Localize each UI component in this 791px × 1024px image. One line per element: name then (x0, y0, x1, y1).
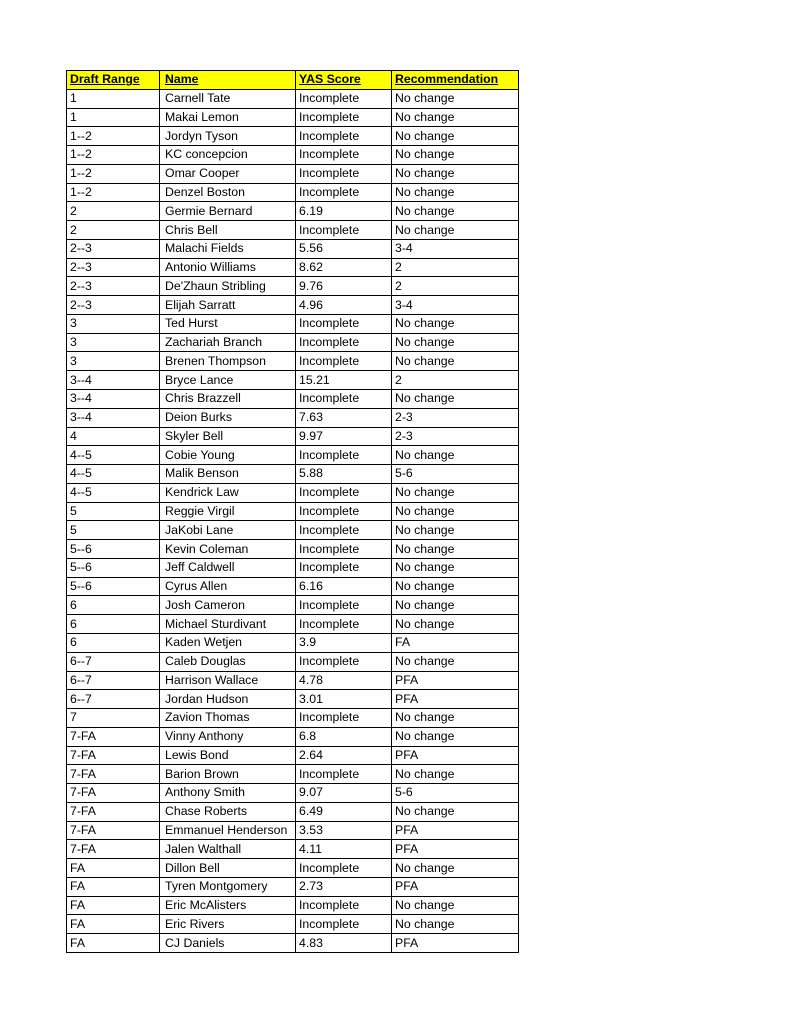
draft-range-cell: 4--5 (67, 483, 160, 502)
recommendation-cell: No change (392, 333, 519, 352)
yas-score-cell: Incomplete (296, 352, 392, 371)
recommendation-cell: No change (392, 859, 519, 878)
yas-score-cell: 3.01 (296, 690, 392, 709)
table-row (67, 465, 519, 484)
yas-score-cell: 4.83 (296, 934, 392, 953)
name-cell: Barion Brown (160, 765, 296, 784)
recommendation-cell: PFA (392, 746, 519, 765)
yas-score-cell: Incomplete (296, 596, 392, 615)
draft-range-cell: 3 (67, 314, 160, 333)
yas-score-cell: 9.76 (296, 277, 392, 296)
table-row (67, 859, 519, 878)
recommendation-cell: PFA (392, 934, 519, 953)
recommendation-cell: No change (392, 615, 519, 634)
yas-score-cell: Incomplete (296, 521, 392, 540)
table-row (67, 821, 519, 840)
table-row (67, 390, 519, 409)
draft-range-cell: 3 (67, 352, 160, 371)
table-row (67, 239, 519, 258)
table-row (67, 483, 519, 502)
header-draft-range: Draft Range (67, 71, 160, 90)
yas-score-cell: 4.11 (296, 840, 392, 859)
name-cell: Eric McAlisters (160, 896, 296, 915)
name-cell: Cobie Young (160, 446, 296, 465)
name-cell: Omar Cooper (160, 164, 296, 183)
recommendation-cell: 3-4 (392, 239, 519, 258)
yas-score-cell: Incomplete (296, 164, 392, 183)
draft-range-cell: 4--5 (67, 465, 160, 484)
name-cell: Elijah Sarratt (160, 296, 296, 315)
table-row (67, 784, 519, 803)
draft-range-cell: 7-FA (67, 821, 160, 840)
recommendation-cell: 5-6 (392, 784, 519, 803)
yas-score-cell: 4.96 (296, 296, 392, 315)
yas-score-cell: Incomplete (296, 183, 392, 202)
name-cell: Bryce Lance (160, 371, 296, 390)
recommendation-cell: FA (392, 633, 519, 652)
name-cell: Malachi Fields (160, 239, 296, 258)
recommendation-cell: PFA (392, 690, 519, 709)
yas-score-cell: 9.97 (296, 427, 392, 446)
draft-range-cell: 1--2 (67, 146, 160, 165)
table-row (67, 877, 519, 896)
yas-score-cell: 6.49 (296, 802, 392, 821)
table-row (67, 896, 519, 915)
recommendation-cell: No change (392, 540, 519, 559)
table-row (67, 709, 519, 728)
name-cell: Chase Roberts (160, 802, 296, 821)
name-cell: Michael Sturdivant (160, 615, 296, 634)
recommendation-cell: No change (392, 596, 519, 615)
table-row (67, 108, 519, 127)
recommendation-cell: No change (392, 915, 519, 934)
draft-range-cell: FA (67, 934, 160, 953)
yas-score-cell: Incomplete (296, 765, 392, 784)
recommendation-cell: No change (392, 652, 519, 671)
name-cell: Antonio Williams (160, 258, 296, 277)
table-row (67, 202, 519, 221)
yas-score-cell: Incomplete (296, 652, 392, 671)
name-cell: Caleb Douglas (160, 652, 296, 671)
table-row (67, 164, 519, 183)
yas-score-cell: 6.16 (296, 577, 392, 596)
recommendation-cell: No change (392, 108, 519, 127)
table-row (67, 352, 519, 371)
table-row (67, 802, 519, 821)
draft-range-cell: 6--7 (67, 671, 160, 690)
yas-score-cell: 6.8 (296, 727, 392, 746)
table-row (67, 333, 519, 352)
draft-range-cell: 7-FA (67, 784, 160, 803)
yas-score-cell: Incomplete (296, 127, 392, 146)
recommendation-cell: No change (392, 521, 519, 540)
yas-score-cell: Incomplete (296, 859, 392, 878)
draft-range-cell: 3--4 (67, 371, 160, 390)
name-cell: Reggie Virgil (160, 502, 296, 521)
yas-score-cell: Incomplete (296, 896, 392, 915)
recommendation-cell: PFA (392, 877, 519, 896)
table-row (67, 558, 519, 577)
name-cell: Zachariah Branch (160, 333, 296, 352)
draft-range-cell: 2 (67, 221, 160, 240)
table-row (67, 446, 519, 465)
name-cell: Kevin Coleman (160, 540, 296, 559)
yas-score-cell: 2.73 (296, 877, 392, 896)
draft-range-cell: 4--5 (67, 446, 160, 465)
yas-score-cell: Incomplete (296, 146, 392, 165)
draft-range-cell: 5--6 (67, 558, 160, 577)
name-cell: Skyler Bell (160, 427, 296, 446)
recommendation-cell: No change (392, 89, 519, 108)
yas-score-cell: 3.53 (296, 821, 392, 840)
table-row (67, 540, 519, 559)
draft-range-cell: 7-FA (67, 765, 160, 784)
draft-range-cell: 3 (67, 333, 160, 352)
yas-score-cell: 6.19 (296, 202, 392, 221)
yas-score-cell: Incomplete (296, 615, 392, 634)
name-cell: CJ Daniels (160, 934, 296, 953)
recommendation-cell: 2-3 (392, 427, 519, 446)
name-cell: Zavion Thomas (160, 709, 296, 728)
table-row (67, 934, 519, 953)
draft-range-cell: 1--2 (67, 127, 160, 146)
recommendation-cell: No change (392, 765, 519, 784)
name-cell: Tyren Montgomery (160, 877, 296, 896)
draft-range-cell: 5 (67, 502, 160, 521)
name-cell: Malik Benson (160, 465, 296, 484)
draft-range-cell: 2--3 (67, 277, 160, 296)
recommendation-cell: No change (392, 896, 519, 915)
name-cell: Eric Rivers (160, 915, 296, 934)
draft-range-cell: 6 (67, 615, 160, 634)
recommendation-cell: No change (392, 221, 519, 240)
table-row (67, 502, 519, 521)
draft-range-cell: 5--6 (67, 577, 160, 596)
yas-score-cell: Incomplete (296, 558, 392, 577)
yas-score-cell: 8.62 (296, 258, 392, 277)
recommendation-cell: No change (392, 502, 519, 521)
table-row (67, 427, 519, 446)
name-cell: Makai Lemon (160, 108, 296, 127)
draft-range-cell: 2--3 (67, 258, 160, 277)
recommendation-cell: 2-3 (392, 408, 519, 427)
yas-score-cell: Incomplete (296, 709, 392, 728)
recommendation-cell: No change (392, 314, 519, 333)
name-cell: KC concepcion (160, 146, 296, 165)
recommendation-cell: No change (392, 483, 519, 502)
name-cell: Jordyn Tyson (160, 127, 296, 146)
yas-score-cell: Incomplete (296, 314, 392, 333)
yas-score-cell: 3.9 (296, 633, 392, 652)
yas-score-cell: Incomplete (296, 390, 392, 409)
table-row (67, 183, 519, 202)
yas-score-cell: 15.21 (296, 371, 392, 390)
name-cell: Carnell Tate (160, 89, 296, 108)
name-cell: Emmanuel Henderson (160, 821, 296, 840)
header-yas-score: YAS Score (296, 71, 392, 90)
recommendation-cell: 2 (392, 258, 519, 277)
draft-range-cell: 7-FA (67, 802, 160, 821)
table-row (67, 615, 519, 634)
yas-score-cell: 9.07 (296, 784, 392, 803)
yas-score-cell: 2.64 (296, 746, 392, 765)
table-row (67, 221, 519, 240)
table-row (67, 765, 519, 784)
draft-range-cell: 6--7 (67, 690, 160, 709)
table-row (67, 671, 519, 690)
name-cell: Denzel Boston (160, 183, 296, 202)
table-row (67, 371, 519, 390)
recommendation-cell: No change (392, 577, 519, 596)
recommendation-cell: No change (392, 202, 519, 221)
draft-range-cell: 3--4 (67, 408, 160, 427)
recommendation-cell: No change (392, 352, 519, 371)
table-row (67, 840, 519, 859)
name-cell: Cyrus Allen (160, 577, 296, 596)
name-cell: Lewis Bond (160, 746, 296, 765)
name-cell: Josh Cameron (160, 596, 296, 615)
yas-score-cell: Incomplete (296, 446, 392, 465)
draft-range-cell: 6 (67, 596, 160, 615)
yas-score-cell: Incomplete (296, 483, 392, 502)
table-row (67, 690, 519, 709)
name-cell: Kendrick Law (160, 483, 296, 502)
table-row (67, 296, 519, 315)
table-row (67, 146, 519, 165)
name-cell: Ted Hurst (160, 314, 296, 333)
header-recommendation: Recommendation (392, 71, 519, 90)
yas-score-cell: Incomplete (296, 221, 392, 240)
name-cell: Vinny Anthony (160, 727, 296, 746)
yas-score-cell: Incomplete (296, 89, 392, 108)
draft-range-cell: 2--3 (67, 239, 160, 258)
draft-range-cell: 1 (67, 89, 160, 108)
draft-range-cell: FA (67, 877, 160, 896)
table-row (67, 577, 519, 596)
yas-score-cell: Incomplete (296, 333, 392, 352)
draft-range-cell: 7-FA (67, 727, 160, 746)
name-cell: Jordan Hudson (160, 690, 296, 709)
table-row (67, 408, 519, 427)
name-cell: Jalen Walthall (160, 840, 296, 859)
yas-score-cell: 4.78 (296, 671, 392, 690)
name-cell: Brenen Thompson (160, 352, 296, 371)
recommendation-cell: 5-6 (392, 465, 519, 484)
table-header (67, 71, 519, 90)
recommendation-cell: No change (392, 183, 519, 202)
recommendation-cell: No change (392, 727, 519, 746)
draft-range-cell: 6--7 (67, 652, 160, 671)
recommendation-cell: 2 (392, 277, 519, 296)
name-cell: Chris Bell (160, 221, 296, 240)
draft-range-cell: 2 (67, 202, 160, 221)
table-row (67, 258, 519, 277)
recommendation-cell: No change (392, 709, 519, 728)
name-cell: JaKobi Lane (160, 521, 296, 540)
recommendation-cell: No change (392, 146, 519, 165)
table-row (67, 127, 519, 146)
name-cell: Deion Burks (160, 408, 296, 427)
table-row (67, 746, 519, 765)
draft-range-cell: 7 (67, 709, 160, 728)
draft-range-cell: FA (67, 915, 160, 934)
name-cell: De'Zhaun Stribling (160, 277, 296, 296)
name-cell: Jeff Caldwell (160, 558, 296, 577)
yas-score-cell: 5.56 (296, 239, 392, 258)
draft-table (66, 70, 519, 953)
name-cell: Chris Brazzell (160, 390, 296, 409)
draft-range-cell: 1--2 (67, 183, 160, 202)
recommendation-cell: No change (392, 802, 519, 821)
table-row (67, 314, 519, 333)
draft-range-cell: 1 (67, 108, 160, 127)
name-cell: Anthony Smith (160, 784, 296, 803)
recommendation-cell: PFA (392, 840, 519, 859)
draft-range-cell: 6 (67, 633, 160, 652)
yas-score-cell: 5.88 (296, 465, 392, 484)
table-row (67, 915, 519, 934)
draft-range-cell: 1--2 (67, 164, 160, 183)
draft-range-cell: 4 (67, 427, 160, 446)
draft-range-cell: 3--4 (67, 390, 160, 409)
yas-score-cell: Incomplete (296, 915, 392, 934)
name-cell: Kaden Wetjen (160, 633, 296, 652)
draft-range-cell: FA (67, 896, 160, 915)
name-cell: Harrison Wallace (160, 671, 296, 690)
recommendation-cell: PFA (392, 821, 519, 840)
name-cell: Dillon Bell (160, 859, 296, 878)
draft-range-cell: 7-FA (67, 746, 160, 765)
recommendation-cell: 2 (392, 371, 519, 390)
table-row (67, 727, 519, 746)
yas-score-cell: Incomplete (296, 502, 392, 521)
recommendation-cell: PFA (392, 671, 519, 690)
header-row (67, 71, 519, 90)
recommendation-cell: No change (392, 164, 519, 183)
header-name: Name (160, 71, 296, 90)
table-body (67, 89, 519, 952)
recommendation-cell: No change (392, 558, 519, 577)
recommendation-cell: 3-4 (392, 296, 519, 315)
table-row (67, 89, 519, 108)
recommendation-cell: No change (392, 446, 519, 465)
draft-range-cell: 2--3 (67, 296, 160, 315)
recommendation-cell: No change (392, 390, 519, 409)
draft-range-cell: FA (67, 859, 160, 878)
table-row (67, 521, 519, 540)
recommendation-cell: No change (392, 127, 519, 146)
yas-score-cell: Incomplete (296, 108, 392, 127)
name-cell: Germie Bernard (160, 202, 296, 221)
table-row (67, 277, 519, 296)
yas-score-cell: 7.63 (296, 408, 392, 427)
table-row (67, 596, 519, 615)
draft-range-cell: 5 (67, 521, 160, 540)
draft-range-cell: 5--6 (67, 540, 160, 559)
draft-range-cell: 7-FA (67, 840, 160, 859)
table-row (67, 652, 519, 671)
yas-score-cell: Incomplete (296, 540, 392, 559)
table-row (67, 633, 519, 652)
